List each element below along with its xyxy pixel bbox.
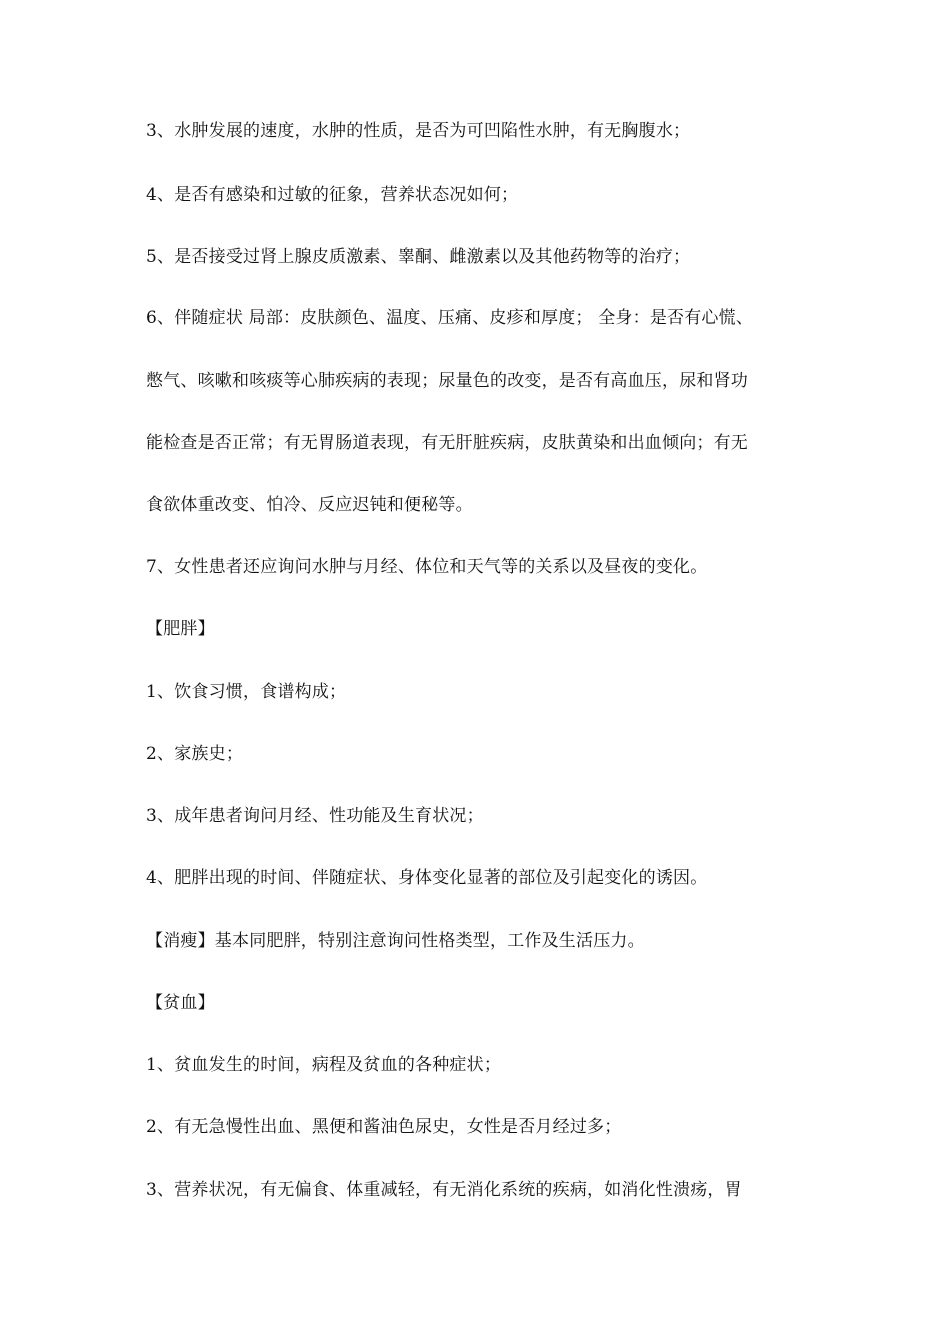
text-line: 6、伴随症状 局部：皮肤颜色、温度、压痛、皮疹和厚度； 全身：是否有心慌、 [146, 308, 754, 328]
section-heading: 【肥胖】 [146, 619, 215, 639]
text-line: 3、营养状况，有无偏食、体重减轻，有无消化系统的疾病，如消化性溃疡，胃 [146, 1180, 742, 1200]
text-line: 4、肥胖出现的时间、伴随症状、身体变化显著的部位及引起变化的诱因。 [146, 868, 708, 888]
text-line: 5、是否接受过肾上腺皮质激素、睾酮、雌激素以及其他药物等的治疗； [146, 247, 691, 267]
text-line: 7、女性患者还应询问水肿与月经、体位和天气等的关系以及昼夜的变化。 [146, 557, 708, 577]
text-line: 2、家族史； [146, 744, 244, 764]
text-line: 3、水肿发展的速度，水肿的性质，是否为可凹陷性水肿，有无胸腹水； [146, 121, 691, 141]
text-line: 3、成年患者询问月经、性功能及生育状况； [146, 806, 484, 826]
text-line: 1、贫血发生的时间，病程及贫血的各种症状； [146, 1055, 502, 1075]
text-line: 憋气、咳嗽和咳痰等心肺疾病的表现；尿量色的改变，是否有高血压，尿和肾功 [146, 371, 748, 391]
text-line: 1、饮食习惯，食谱构成； [146, 682, 347, 702]
section-heading: 【消瘦】基本同肥胖，特别注意询问性格类型，工作及生活压力。 [146, 931, 645, 951]
text-line: 4、是否有感染和过敏的征象，营养状态况如何； [146, 185, 519, 205]
text-line: 2、有无急慢性出血、黑便和酱油色尿史，女性是否月经过多； [146, 1117, 622, 1137]
section-heading: 【贫血】 [146, 993, 215, 1013]
text-line: 能检查是否正常；有无胃肠道表现，有无肝脏疾病，皮肤黄染和出血倾向；有无 [146, 433, 748, 453]
text-line: 食欲体重改变、怕冷、反应迟钝和便秘等。 [146, 495, 473, 515]
